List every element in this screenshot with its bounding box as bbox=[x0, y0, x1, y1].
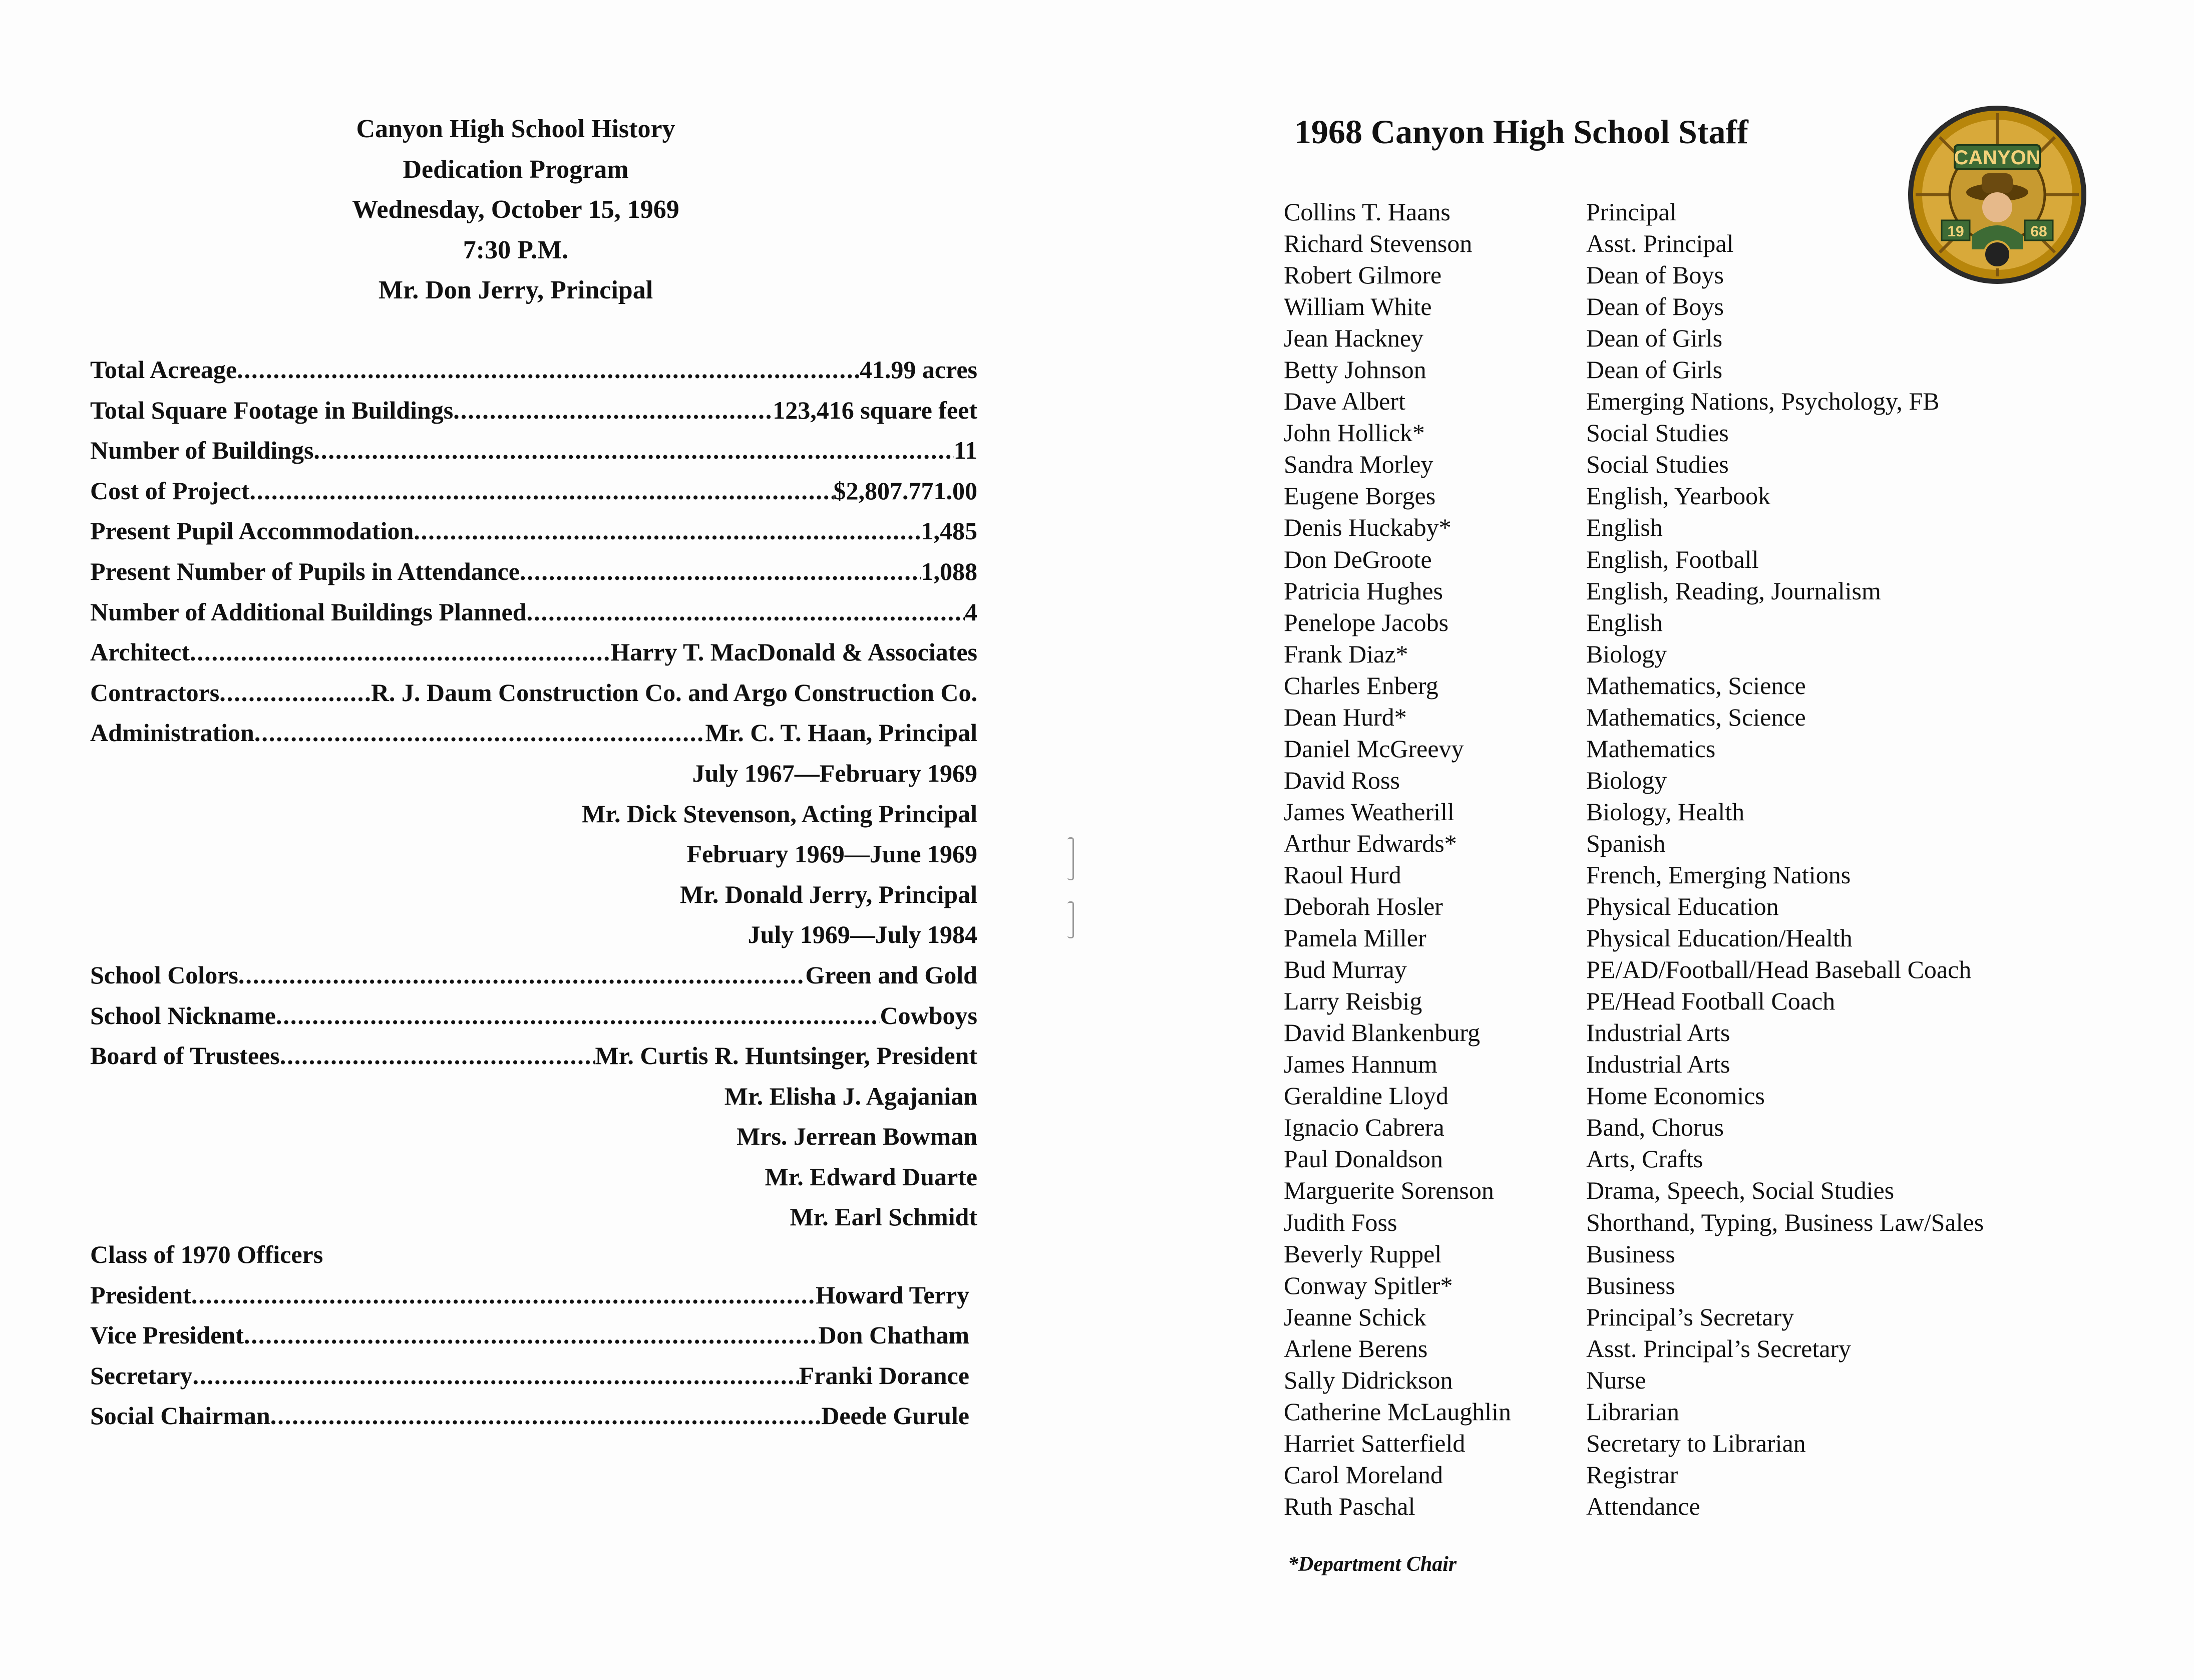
department-chair-footnote: *Department Chair bbox=[1288, 1553, 1457, 1576]
trustee-line: Mr. Elisha J. Agajanian bbox=[724, 1082, 977, 1110]
trustee-line: Mr. Edward Duarte bbox=[765, 1162, 977, 1191]
fact-value: Green and Gold bbox=[805, 960, 977, 989]
staff-row bbox=[1284, 1017, 2185, 1049]
administration-line: Mr. Dick Stevenson, Acting Principal bbox=[582, 799, 977, 828]
staff-name: Daniel McGreevy bbox=[1284, 734, 1464, 763]
staff-role: Dean of Girls bbox=[1586, 356, 1723, 384]
fact-row bbox=[90, 350, 977, 390]
fact-value: Cowboys bbox=[880, 1001, 977, 1030]
staff-name: Dean Hurd* bbox=[1284, 703, 1407, 731]
program-time: 7:30 P.M. bbox=[463, 235, 569, 264]
program-principal: Mr. Don Jerry, Principal bbox=[378, 276, 653, 304]
staff-row bbox=[1284, 638, 2185, 670]
staff-role: Social Studies bbox=[1586, 419, 1729, 447]
staff-role: Principal’s Secretary bbox=[1586, 1302, 1794, 1331]
administration-line: July 1967—February 1969 bbox=[692, 759, 977, 787]
staff-row bbox=[1284, 291, 2185, 322]
fact-label: Total Acreage bbox=[90, 356, 237, 384]
staff-name: Marguerite Sorenson bbox=[1284, 1176, 1494, 1205]
dot-leader bbox=[280, 1036, 595, 1076]
staff-name: David Ross bbox=[1284, 766, 1400, 794]
staff-row bbox=[1284, 1049, 2185, 1080]
staff-row bbox=[1284, 922, 2185, 954]
staff-row bbox=[1284, 1143, 2185, 1175]
dot-leader bbox=[414, 511, 921, 551]
staff-row bbox=[1284, 575, 2185, 607]
officer-value: Don Chatham bbox=[818, 1321, 969, 1350]
staff-role: Dean of Girls bbox=[1586, 324, 1723, 353]
fact-value: Harry T. MacDonald & Associates bbox=[610, 638, 977, 666]
fact-row bbox=[90, 471, 977, 511]
staff-name: John Hollick* bbox=[1284, 419, 1425, 447]
staff-name: Harriet Satterfield bbox=[1284, 1429, 1466, 1457]
staff-role: Biology bbox=[1586, 766, 1667, 794]
fact-row bbox=[90, 592, 977, 632]
class-officers bbox=[90, 1234, 981, 1436]
staff-row bbox=[1284, 1080, 2185, 1112]
officer-row bbox=[90, 1315, 969, 1356]
staff-row bbox=[1284, 449, 2185, 480]
staff-role: Band, Chorus bbox=[1586, 1113, 1724, 1142]
staff-name: Deborah Hosler bbox=[1284, 892, 1443, 921]
staff-row bbox=[1284, 322, 2185, 354]
staff-row bbox=[1284, 1459, 2185, 1491]
staff-row bbox=[1284, 1270, 2185, 1301]
school-facts bbox=[90, 350, 981, 1237]
staff-role: Biology, Health bbox=[1586, 797, 1745, 826]
staff-role: French, Emerging Nations bbox=[1586, 860, 1851, 889]
fact-label: Number of Buildings bbox=[90, 436, 314, 465]
dot-leader bbox=[244, 1315, 819, 1356]
staff-role: Biology bbox=[1586, 639, 1667, 668]
staff-role: Business bbox=[1586, 1271, 1675, 1299]
fact-row bbox=[90, 713, 977, 753]
staff-row bbox=[1284, 985, 2185, 1017]
program-subtitle: Dedication Program bbox=[403, 155, 629, 184]
fact-value: 11 bbox=[953, 436, 977, 465]
fact-row bbox=[90, 430, 977, 471]
staff-row bbox=[1284, 1238, 2185, 1270]
staff-role: English bbox=[1586, 608, 1663, 636]
staff-name: Jean Hackney bbox=[1284, 324, 1424, 353]
administration-line: February 1969—June 1969 bbox=[686, 840, 977, 868]
staff-name: Denis Huckaby* bbox=[1284, 513, 1451, 542]
program-title: Canyon High School History bbox=[356, 115, 675, 143]
staff-role: Attendance bbox=[1586, 1492, 1700, 1520]
staff-row bbox=[1284, 386, 2185, 417]
dot-leader bbox=[193, 1356, 799, 1396]
fact-label: Cost of Project bbox=[90, 476, 250, 505]
logo-top-text: CANYON bbox=[1954, 147, 2041, 169]
staple-mark bbox=[1067, 901, 1074, 938]
staff-name: Robert Gilmore bbox=[1284, 261, 1442, 289]
staff-row bbox=[1284, 1301, 2185, 1333]
officer-row bbox=[90, 1275, 969, 1315]
logo-year-left: 19 bbox=[1947, 223, 1964, 240]
staff-row bbox=[1284, 828, 2185, 859]
dot-leader bbox=[190, 632, 610, 673]
fact-value: 123,416 square feet bbox=[773, 396, 977, 424]
staff-row bbox=[1284, 607, 2185, 638]
staff-role: Physical Education bbox=[1586, 892, 1779, 921]
staff-title: 1968 Canyon High School Staff bbox=[1294, 113, 1748, 151]
staff-role: Industrial Arts bbox=[1586, 1019, 1730, 1047]
staff-name: Larry Reisbig bbox=[1284, 987, 1422, 1016]
staff-row bbox=[1284, 228, 2185, 259]
staff-role: Asst. Principal bbox=[1586, 229, 1734, 258]
staff-name: Sally Didrickson bbox=[1284, 1366, 1453, 1394]
fact-row bbox=[90, 551, 977, 592]
officer-label: President bbox=[90, 1280, 191, 1309]
dot-leader bbox=[237, 350, 860, 390]
staff-name: Collins T. Haans bbox=[1284, 198, 1450, 226]
staff-name: Penelope Jacobs bbox=[1284, 608, 1449, 636]
staff-row bbox=[1284, 417, 2185, 449]
staff-name: James Weatherill bbox=[1284, 797, 1454, 826]
officer-value: Franki Dorance bbox=[799, 1361, 969, 1390]
staff-name: Ignacio Cabrera bbox=[1284, 1113, 1444, 1142]
staff-row bbox=[1284, 796, 2185, 828]
staff-role: PE/Head Football Coach bbox=[1586, 987, 1836, 1016]
staff-role: Registrar bbox=[1586, 1460, 1678, 1489]
staff-row bbox=[1284, 196, 2185, 228]
staff-role: Secretary to Librarian bbox=[1586, 1429, 1806, 1457]
program-header bbox=[280, 109, 751, 311]
staff-role: English, Football bbox=[1586, 545, 1759, 573]
fact-label: Present Number of Pupils in Attendance bbox=[90, 557, 520, 585]
staff-role: English, Reading, Journalism bbox=[1586, 576, 1881, 605]
staff-role: Asst. Principal’s Secretary bbox=[1586, 1334, 1852, 1363]
staff-row bbox=[1284, 702, 2185, 733]
dot-leader bbox=[520, 551, 921, 592]
staff-role: English bbox=[1586, 513, 1663, 542]
staff-name: Charles Enberg bbox=[1284, 671, 1438, 700]
staff-row bbox=[1284, 1491, 2185, 1522]
staff-row bbox=[1284, 1333, 2185, 1365]
dot-leader bbox=[313, 430, 953, 471]
dot-leader bbox=[527, 592, 965, 632]
staff-role: Mathematics, Science bbox=[1586, 671, 1806, 700]
administration-line: Mr. Donald Jerry, Principal bbox=[680, 880, 977, 908]
officer-value: Deede Gurule bbox=[821, 1402, 969, 1430]
staff-name: William White bbox=[1284, 292, 1432, 321]
staff-name: Arthur Edwards* bbox=[1284, 829, 1457, 857]
fact-label: Architect bbox=[90, 638, 190, 666]
dot-leader bbox=[254, 713, 705, 753]
fact-row bbox=[90, 632, 977, 673]
staff-name: Jeanne Schick bbox=[1284, 1302, 1426, 1331]
staff-role: Dean of Boys bbox=[1586, 261, 1724, 289]
staff-name: Raoul Hurd bbox=[1284, 860, 1401, 889]
staff-role: Principal bbox=[1586, 198, 1677, 226]
staff-name: Patricia Hughes bbox=[1284, 576, 1443, 605]
fact-row bbox=[90, 995, 977, 1036]
staff-role: Librarian bbox=[1586, 1397, 1680, 1426]
staff-row bbox=[1284, 891, 2185, 922]
staff-row bbox=[1284, 859, 2185, 891]
dot-leader bbox=[453, 390, 773, 431]
dot-leader bbox=[219, 673, 371, 713]
staff-role: PE/AD/Football/Head Baseball Coach bbox=[1586, 955, 1972, 984]
fact-row bbox=[90, 673, 977, 713]
fact-label: Present Pupil Accommodation bbox=[90, 517, 414, 545]
staff-role: Social Studies bbox=[1586, 450, 1729, 479]
staff-row bbox=[1284, 954, 2185, 985]
staff-row bbox=[1284, 354, 2185, 386]
officer-row bbox=[90, 1396, 969, 1436]
staff-row bbox=[1284, 1396, 2185, 1428]
staff-role: Arts, Crafts bbox=[1586, 1145, 1703, 1173]
staff-name: Judith Foss bbox=[1284, 1208, 1397, 1236]
dot-leader bbox=[238, 955, 806, 995]
fact-label: Administration bbox=[90, 719, 254, 747]
fact-label: Total Square Footage in Buildings bbox=[90, 396, 454, 424]
staff-role: Nurse bbox=[1586, 1366, 1646, 1394]
logo-year-right: 68 bbox=[2030, 223, 2047, 240]
fact-label: Board of Trustees bbox=[90, 1042, 280, 1070]
staff-role: Mathematics, Science bbox=[1586, 703, 1806, 731]
officer-label: Social Chairman bbox=[90, 1402, 270, 1430]
left-page bbox=[0, 0, 1086, 1680]
trustee-line: Mrs. Jerrean Bowman bbox=[737, 1122, 977, 1151]
fact-row bbox=[90, 955, 977, 995]
staff-role: Physical Education/Health bbox=[1586, 924, 1853, 952]
administration-line: July 1969—July 1984 bbox=[748, 920, 977, 949]
fact-label: School Nickname bbox=[90, 1001, 276, 1030]
staff-role: Business bbox=[1586, 1239, 1675, 1268]
fact-row bbox=[90, 390, 977, 431]
staff-role: Drama, Speech, Social Studies bbox=[1586, 1176, 1895, 1205]
fact-row bbox=[90, 511, 977, 551]
staff-row bbox=[1284, 1365, 2185, 1396]
staff-row bbox=[1284, 1207, 2185, 1238]
fact-value: 41.99 acres bbox=[859, 356, 977, 384]
staff-name: Pamela Miller bbox=[1284, 924, 1426, 952]
staff-name: Bud Murray bbox=[1284, 955, 1407, 984]
staff-role: Dean of Boys bbox=[1586, 292, 1724, 321]
staff-name: Geraldine Lloyd bbox=[1284, 1082, 1449, 1110]
fact-label: School Colors bbox=[90, 960, 238, 989]
fact-value: $2,807.771.00 bbox=[833, 476, 977, 505]
staff-row bbox=[1284, 1112, 2185, 1143]
dot-leader bbox=[270, 1396, 821, 1436]
trustee-line: Mr. Earl Schmidt bbox=[790, 1203, 977, 1231]
staple-mark bbox=[1067, 837, 1074, 880]
staff-name: Paul Donaldson bbox=[1284, 1145, 1443, 1173]
staff-name: Richard Stevenson bbox=[1284, 229, 1473, 258]
staff-row bbox=[1284, 1428, 2185, 1459]
staff-name: Carol Moreland bbox=[1284, 1460, 1443, 1489]
dot-leader bbox=[191, 1275, 816, 1315]
staff-row bbox=[1284, 259, 2185, 291]
program-date: Wednesday, October 15, 1969 bbox=[352, 195, 679, 224]
officers-title: Class of 1970 Officers bbox=[90, 1240, 323, 1268]
staff-name: Ruth Paschal bbox=[1284, 1492, 1415, 1520]
staff-name: Beverly Ruppel bbox=[1284, 1239, 1442, 1268]
staff-name: Betty Johnson bbox=[1284, 356, 1426, 384]
staff-row bbox=[1284, 512, 2185, 543]
fact-value: R. J. Daum Construction Co. and Argo Construction Co. bbox=[371, 678, 977, 707]
staff-name: Arlene Berens bbox=[1284, 1334, 1428, 1363]
fact-label: Number of Additional Buildings Planned bbox=[90, 597, 527, 626]
staff-name: Dave Albert bbox=[1284, 387, 1405, 416]
fact-value: 1,485 bbox=[921, 517, 977, 545]
staff-name: Conway Spitler* bbox=[1284, 1271, 1453, 1299]
staff-row bbox=[1284, 765, 2185, 796]
fact-value: 1,088 bbox=[921, 557, 977, 585]
staff-role: Industrial Arts bbox=[1586, 1050, 1730, 1079]
fact-row bbox=[90, 1036, 977, 1076]
staff-row bbox=[1284, 544, 2185, 575]
fact-value: Mr. Curtis R. Huntsinger, President bbox=[595, 1042, 977, 1070]
staff-name: Don DeGroote bbox=[1284, 545, 1432, 573]
officer-row bbox=[90, 1356, 969, 1396]
staff-role: Mathematics bbox=[1586, 734, 1716, 763]
staff-row bbox=[1284, 1175, 2185, 1206]
fact-value: Mr. C. T. Haan, Principal bbox=[705, 719, 977, 747]
staff-role: Home Economics bbox=[1586, 1082, 1765, 1110]
staff-row bbox=[1284, 480, 2185, 512]
staff-role: English, Yearbook bbox=[1586, 482, 1771, 510]
staff-row bbox=[1284, 733, 2185, 765]
fact-label: Contractors bbox=[90, 678, 220, 707]
officer-value: Howard Terry bbox=[816, 1280, 969, 1309]
staff-list bbox=[1284, 196, 2185, 1522]
dot-leader bbox=[276, 995, 880, 1036]
staff-name: Catherine McLaughlin bbox=[1284, 1397, 1512, 1426]
officer-label: Secretary bbox=[90, 1361, 193, 1390]
dot-leader bbox=[249, 471, 833, 511]
staff-name: Sandra Morley bbox=[1284, 450, 1433, 479]
fact-value: 4 bbox=[965, 597, 977, 626]
staff-name: James Hannum bbox=[1284, 1050, 1437, 1079]
staff-role: Spanish bbox=[1586, 829, 1666, 857]
staff-row bbox=[1284, 670, 2185, 702]
staff-name: Eugene Borges bbox=[1284, 482, 1436, 510]
officer-label: Vice President bbox=[90, 1321, 244, 1350]
staff-name: David Blankenburg bbox=[1284, 1019, 1481, 1047]
staff-role: Shorthand, Typing, Business Law/Sales bbox=[1586, 1208, 1984, 1236]
staff-name: Frank Diaz* bbox=[1284, 639, 1408, 668]
staff-role: Emerging Nations, Psychology, FB bbox=[1586, 387, 1940, 416]
